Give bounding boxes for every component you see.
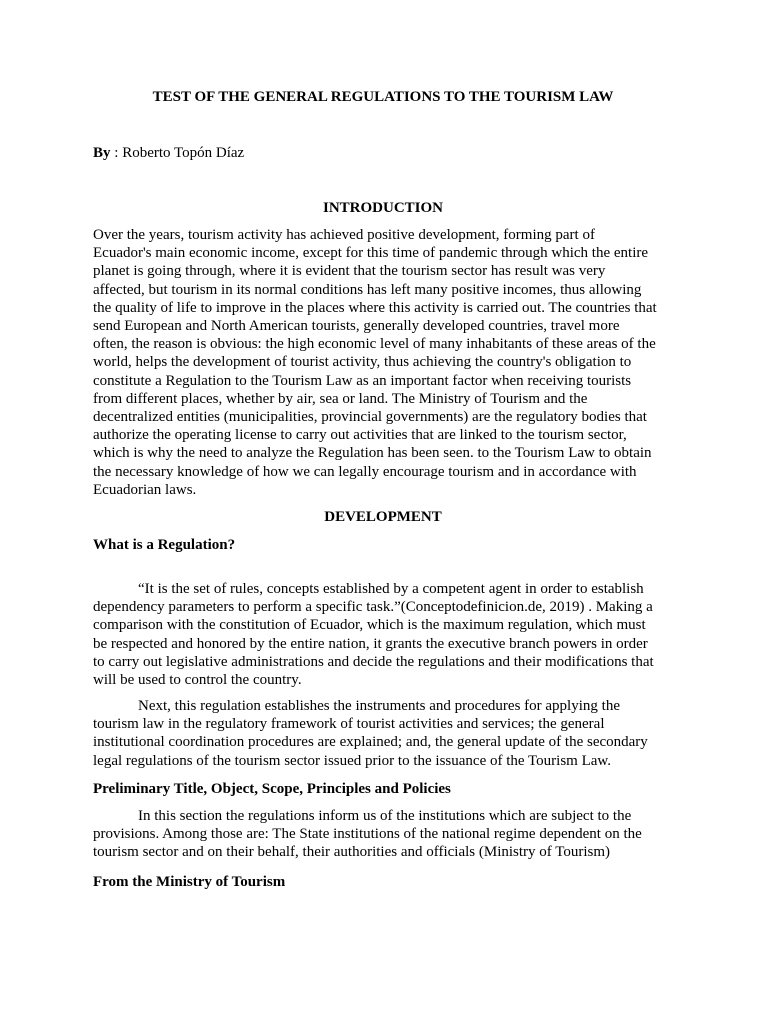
text-line: send European and North American tourists, generally developed countries, travel more (93, 318, 620, 335)
text-line: to carry out legislative administrations and decide the regulations and their modifications that (93, 653, 654, 670)
text-line: world, helps the development of tourist activity, thus achieving the country's obligation to (93, 354, 632, 371)
text-line: the necessary knowledge of how we can legally encourage tourism and in accordance with (93, 463, 637, 480)
text-line: comparison with the constitution of Ecuador, which is the maximum regulation, which must (93, 617, 646, 634)
text-line: Ecuadorian laws. (93, 481, 197, 498)
text-line: often, the reason is obvious: the high economic level of many inhabitants of these areas of the (93, 336, 656, 353)
ministry-of-tourism-heading: From the Ministry of Tourism (93, 874, 286, 890)
text-line: Ecuador's main economic income, except for this time of pandemic through which the entire (93, 245, 649, 262)
text-line: provisions. Among those are: The State institutions of the national regime dependent on the (93, 826, 642, 843)
introduction-heading: INTRODUCTION (322, 200, 443, 216)
byline-author: Roberto Topón Díaz (122, 145, 245, 161)
text-line: Over the years, tourism activity has achieved positive development, forming part of (93, 227, 595, 243)
text-line: legal regulations of the tourism sector issued prior to the issuance of the Tourism Law. (93, 752, 611, 769)
text-line: tourism sector and on their behalf, their authorities and officials (Ministry of Tourism) (93, 844, 611, 861)
text-line: planet is going through, where it is evident that the tourism sector has result was very (93, 263, 606, 280)
text-line: In this section the regulations inform us of the institutions which are subject to the (138, 808, 632, 824)
institutions-paragraph (93, 807, 679, 862)
text-line: “It is the set of rules, concepts established by a competent agent in order to establish (138, 581, 644, 597)
byline-label: By (93, 145, 111, 161)
text-line: authorize the operating license to carry out activities that are linked to the tourism sector, (93, 427, 627, 444)
text-line: tourism law in the regulatory framework of tourist activities and services; the general (93, 716, 605, 733)
byline-separator: : (110, 145, 123, 161)
regulation-paragraph (93, 580, 679, 689)
text-line: Next, this regulation establishes the instruments and procedures for applying the (138, 698, 620, 714)
development-heading: DEVELOPMENT (324, 509, 442, 525)
text-line: be respected and honored by the entire nation, it grants the executive branch powers in order (93, 635, 648, 652)
text-line: dependency parameters to perform a specific task.”(Conceptodefinicion.de, 2019) . Making a (93, 599, 653, 616)
document-title: TEST OF THE GENERAL REGULATIONS TO THE TOURISM LAW (152, 89, 614, 105)
next-paragraph (93, 697, 679, 770)
text-line: will be used to control the country. (93, 672, 302, 689)
text-line: decentralized entities (municipalities, provincial governments) are the regulatory bodies that (93, 409, 647, 426)
byline (93, 144, 244, 162)
text-line: institutional coordination procedures are explained; and, the general update of the secondary (93, 734, 648, 751)
text-line: affected, but tourism in its normal conditions has left many positive incomes, thus allowing (93, 281, 642, 298)
what-is-regulation-heading: What is a Regulation? (93, 537, 236, 553)
introduction-paragraph (93, 226, 679, 499)
text-line: constitute a Regulation to the Tourism Law as an important factor when receiving tourists (93, 372, 632, 389)
text-line: the quality of life to improve in the places where this activity is carried out. The countries that (93, 299, 657, 316)
preliminary-title-heading: Preliminary Title, Object, Scope, Principles and Policies (93, 781, 451, 797)
text-line: which is why the need to analyze the Regulation has been seen. to the Tourism Law to obtain (93, 445, 652, 462)
text-line: from different places, whether by air, sea or land. The Ministry of Tourism and the (93, 390, 588, 407)
